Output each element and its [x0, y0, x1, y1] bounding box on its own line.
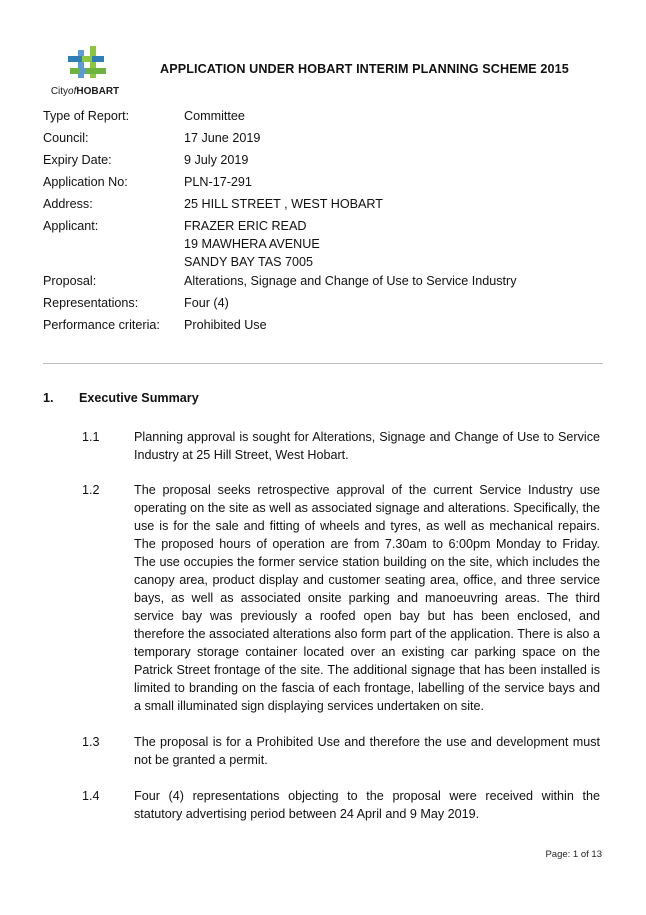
section-title: Executive Summary [79, 391, 199, 405]
detail-row-council [43, 128, 603, 150]
logo-caption-of: of [68, 86, 77, 97]
paragraph-1-3 [82, 733, 600, 769]
detail-label: Expiry Date: [43, 153, 112, 167]
paragraph-1-1 [82, 428, 600, 464]
paragraph-1-4 [82, 787, 600, 823]
detail-row-performance-criteria [43, 315, 603, 337]
detail-label: Performance criteria: [43, 318, 160, 332]
detail-value: 25 HILL STREET , WEST HOBART [184, 197, 383, 211]
detail-row-type [43, 106, 603, 128]
detail-row-representations [43, 293, 603, 315]
detail-label: Applicant: [43, 219, 99, 233]
logo-caption [42, 86, 128, 97]
logo-caption-name: HOBART [76, 86, 120, 97]
detail-value: PLN-17-291 [184, 175, 252, 189]
section-divider [43, 363, 603, 364]
detail-value: FRAZER ERIC READ 19 MAWHERA AVENUE SANDY BAY TAS 7005 [184, 219, 320, 269]
logo-caption-city: City [50, 86, 69, 97]
detail-value: 17 June 2019 [184, 131, 261, 145]
paragraph-number: 1.1 [82, 430, 100, 444]
detail-row-application-no [43, 172, 603, 194]
paragraph-text: The proposal is for a Prohibited Use and therefore the use and development must not be granted a permit. [134, 735, 600, 767]
paragraph-number: 1.3 [82, 735, 100, 749]
detail-value: Alterations, Signage and Change of Use to Service Industry [184, 274, 517, 288]
detail-label: Council: [43, 131, 89, 145]
detail-row-applicant [43, 216, 603, 271]
paragraph-text: Four (4) representations objecting to the proposal were received within the statutory advertising period between 24 April and 9 May 2019. [134, 789, 600, 821]
detail-value: Four (4) [184, 296, 229, 310]
paragraph-number: 1.4 [82, 789, 100, 803]
section-heading [43, 391, 199, 405]
detail-row-proposal [43, 271, 603, 293]
document-title: APPLICATION UNDER HOBART INTERIM PLANNING SCHEME 2015 [160, 62, 569, 76]
detail-value: Committee [184, 109, 245, 123]
detail-label: Representations: [43, 296, 139, 310]
detail-label: Proposal: [43, 274, 97, 288]
detail-value: 9 July 2019 [184, 153, 249, 167]
detail-label: Type of Report: [43, 109, 130, 123]
paragraph-text: The proposal seeks retrospective approval of the current Service Industry use operating on the site as well as associated signage and alterations. Specifically, the use is for the sale and fitting of wheels and tyres, as well as mechanical repairs. The proposed hours of operation are from 7.30am to 6:00pm Monday to Friday. The use occupies the former service station building on the site, which includes the canopy area, product display and customer seating area, office, and three service bays, as well as associated onsite parking and manoeuvring areas. The third service bay was previously a roofed open bay but has been enclosed, and therefore the associated alterations also form part of the application. There is also a temporary storage container located over an existing car parking space on the Patrick Street frontage of the site. The additional signage that has been installed is limited to branding on the fascia of each frontage, labelling of the service bays and a small illuminated sign displaying services undertaken on site. [134, 483, 600, 713]
paragraph-number: 1.2 [82, 483, 100, 497]
detail-row-expiry [43, 150, 603, 172]
section-number: 1. [43, 391, 54, 405]
detail-label: Address: [43, 197, 93, 211]
detail-label: Application No: [43, 175, 128, 189]
detail-row-address [43, 194, 603, 216]
paragraph-1-2 [82, 481, 600, 715]
detail-value: Prohibited Use [184, 318, 267, 332]
report-details [43, 106, 603, 337]
page-number: Page: 1 of 13 [545, 849, 602, 860]
paragraph-text: Planning approval is sought for Alterations, Signage and Change of Use to Service Industry at 25 Hill Street, West Hobart. [134, 430, 600, 462]
